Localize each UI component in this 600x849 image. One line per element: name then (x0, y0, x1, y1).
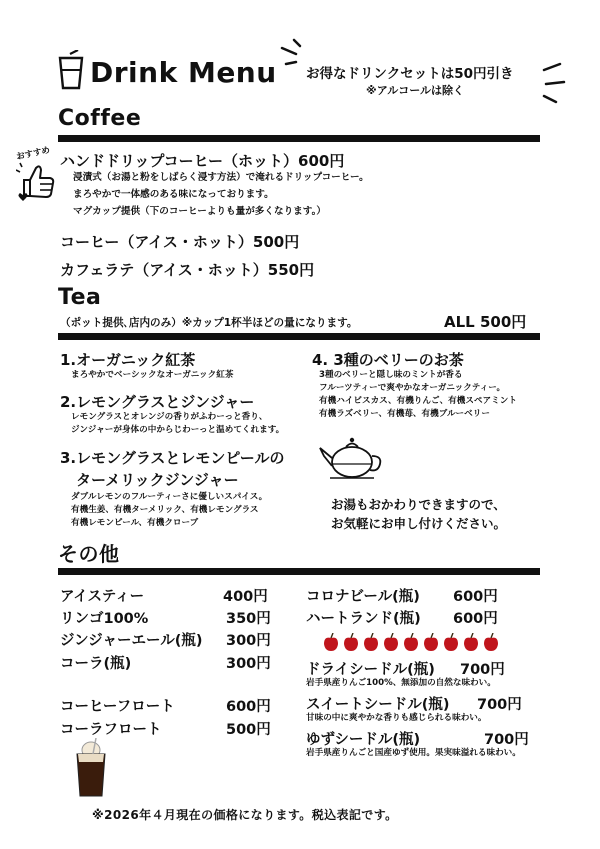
cider-name: ゆずシードル(瓶) (306, 732, 421, 748)
other-item-price: 300円 (226, 633, 271, 649)
apple-icon (404, 633, 418, 651)
apple-row (322, 633, 502, 653)
tea-item-desc: 有機ラズベリー、有機苺、有機ブルーベリー (319, 409, 490, 419)
apple-icon (444, 633, 458, 651)
tea-item-desc: ジンジャーが身体の中からじわーっと温めてくれます。 (71, 425, 285, 435)
other-item-name: リンゴ100% (60, 611, 149, 627)
other-item-price: 600円 (226, 699, 271, 715)
other-item-name: アイスティー (60, 589, 145, 605)
others-divider (58, 568, 540, 575)
recommend-badge: おすすめ (15, 145, 51, 163)
coffee-divider (58, 135, 540, 142)
tea-item-desc: フルーツティーで爽やかなオーガニックティー。 (319, 383, 506, 393)
tea-item-desc: 有機レモンピール、有機クローブ (71, 518, 199, 528)
coffee-item: カフェラテ（アイス・ホット）550円 (60, 261, 315, 279)
cider-price: 700円 (477, 697, 522, 713)
sparkle-left-icon (272, 38, 306, 72)
tea-item-desc: まろやかでベーシックなオーガニック紅茶 (71, 370, 234, 380)
tea-item-desc: 3種のベリーと隠し味のミントが香る (319, 370, 463, 380)
other-item-name: コーラフロート (60, 722, 162, 738)
tea-price-all: ALL 500円 (444, 313, 527, 331)
coffee-heading: Coffee (58, 106, 142, 131)
apple-icon (324, 633, 338, 651)
apple-icon (344, 633, 358, 651)
tea-item-desc: 有機生姜、有機ターメリック、有機レモングラス (71, 505, 259, 515)
refill-note-1: お湯もおかわりできますので、 (331, 497, 506, 512)
tea-item-name-2: ターメリックジンジャー (76, 471, 239, 489)
cider-price: 700円 (460, 662, 505, 678)
cider-price: 700円 (484, 732, 529, 748)
refill-note-2: お気軽にお申し付けください。 (331, 516, 507, 531)
tea-item-name: 3.レモングラスとレモンピールの (60, 449, 285, 467)
tea-item-desc: 有機ハイビスカス、有機りんご、有機スペアミント (319, 396, 517, 406)
sparkle-right-icon (540, 62, 570, 106)
apple-icon (464, 633, 478, 651)
promo-note: ※アルコールは除く (366, 84, 465, 97)
float-glass-icon (74, 738, 108, 798)
other-item-price: 600円 (453, 589, 498, 605)
tea-note: （ポット提供､店内のみ）※カップ1杯半ほどの量になります。 (60, 317, 358, 329)
cider-desc: 甘味の中に爽やかな香りも感じられる味わい。 (306, 713, 487, 723)
tea-heading: Tea (58, 285, 102, 310)
thumbs-up-icon (16, 160, 58, 202)
other-item-name: コロナビール(瓶) (306, 589, 420, 605)
tea-item-desc: レモングラスとオレンジの香りがふわーっと香り、 (71, 412, 268, 422)
other-item-price: 300円 (226, 656, 271, 672)
tea-divider (58, 333, 540, 340)
glass-icon (58, 50, 84, 90)
price-footnote: ※2026年４月現在の価格になります。税込表記です。 (92, 808, 398, 822)
other-item-name: ジンジャーエール(瓶) (60, 633, 203, 649)
other-item-price: 350円 (226, 611, 271, 627)
other-item-name: コーラ(瓶) (60, 656, 132, 672)
cider-name: スイートシードル(瓶) (306, 697, 450, 713)
other-item-name: コーヒーフロート (60, 699, 175, 715)
others-heading: その他 (58, 542, 120, 566)
tea-item-name: 4. 3種のベリーのお茶 (312, 351, 464, 369)
apple-icon (424, 633, 438, 651)
featured-coffee-desc-1: 浸漬式（お湯と粉をしばらく浸す方法）で淹れるドリップコーヒー。 (73, 172, 369, 183)
cider-name: ドライシードル(瓶) (306, 662, 435, 678)
promo-text: お得なドリンクセットは50円引き (306, 66, 514, 82)
other-item-price: 600円 (453, 611, 498, 627)
tea-item-desc: ダブルレモンのフルーティーさに優しいスパイス。 (71, 492, 268, 502)
cider-desc: 岩手県産りんご100%、無添加の自然な味わい。 (306, 678, 496, 688)
menu-title: Drink Menu (90, 56, 277, 89)
tea-item-name: 2.レモングラスとジンジャー (60, 393, 255, 411)
featured-coffee-desc-2: まろやかで一体感のある味になっております。 (73, 189, 274, 200)
cider-desc: 岩手県産りんごと国産ゆず使用。果実味溢れる味わい。 (306, 748, 521, 758)
apple-icon (384, 633, 398, 651)
other-item-price: 500円 (226, 722, 271, 738)
apple-icon (484, 633, 498, 651)
other-item-name: ハートランド(瓶) (306, 611, 421, 627)
featured-coffee-name: ハンドドリップコーヒー（ホット）600円 (60, 152, 345, 170)
other-item-price: 400円 (223, 589, 268, 605)
apple-icon (364, 633, 378, 651)
teapot-icon (316, 434, 386, 482)
coffee-item: コーヒー（アイス・ホット）500円 (60, 233, 300, 251)
tea-item-name: 1.オーガニック紅茶 (60, 351, 196, 369)
featured-coffee-desc-3: マグカップ提供（下のコーヒーよりも量が多くなります。） (73, 206, 326, 217)
